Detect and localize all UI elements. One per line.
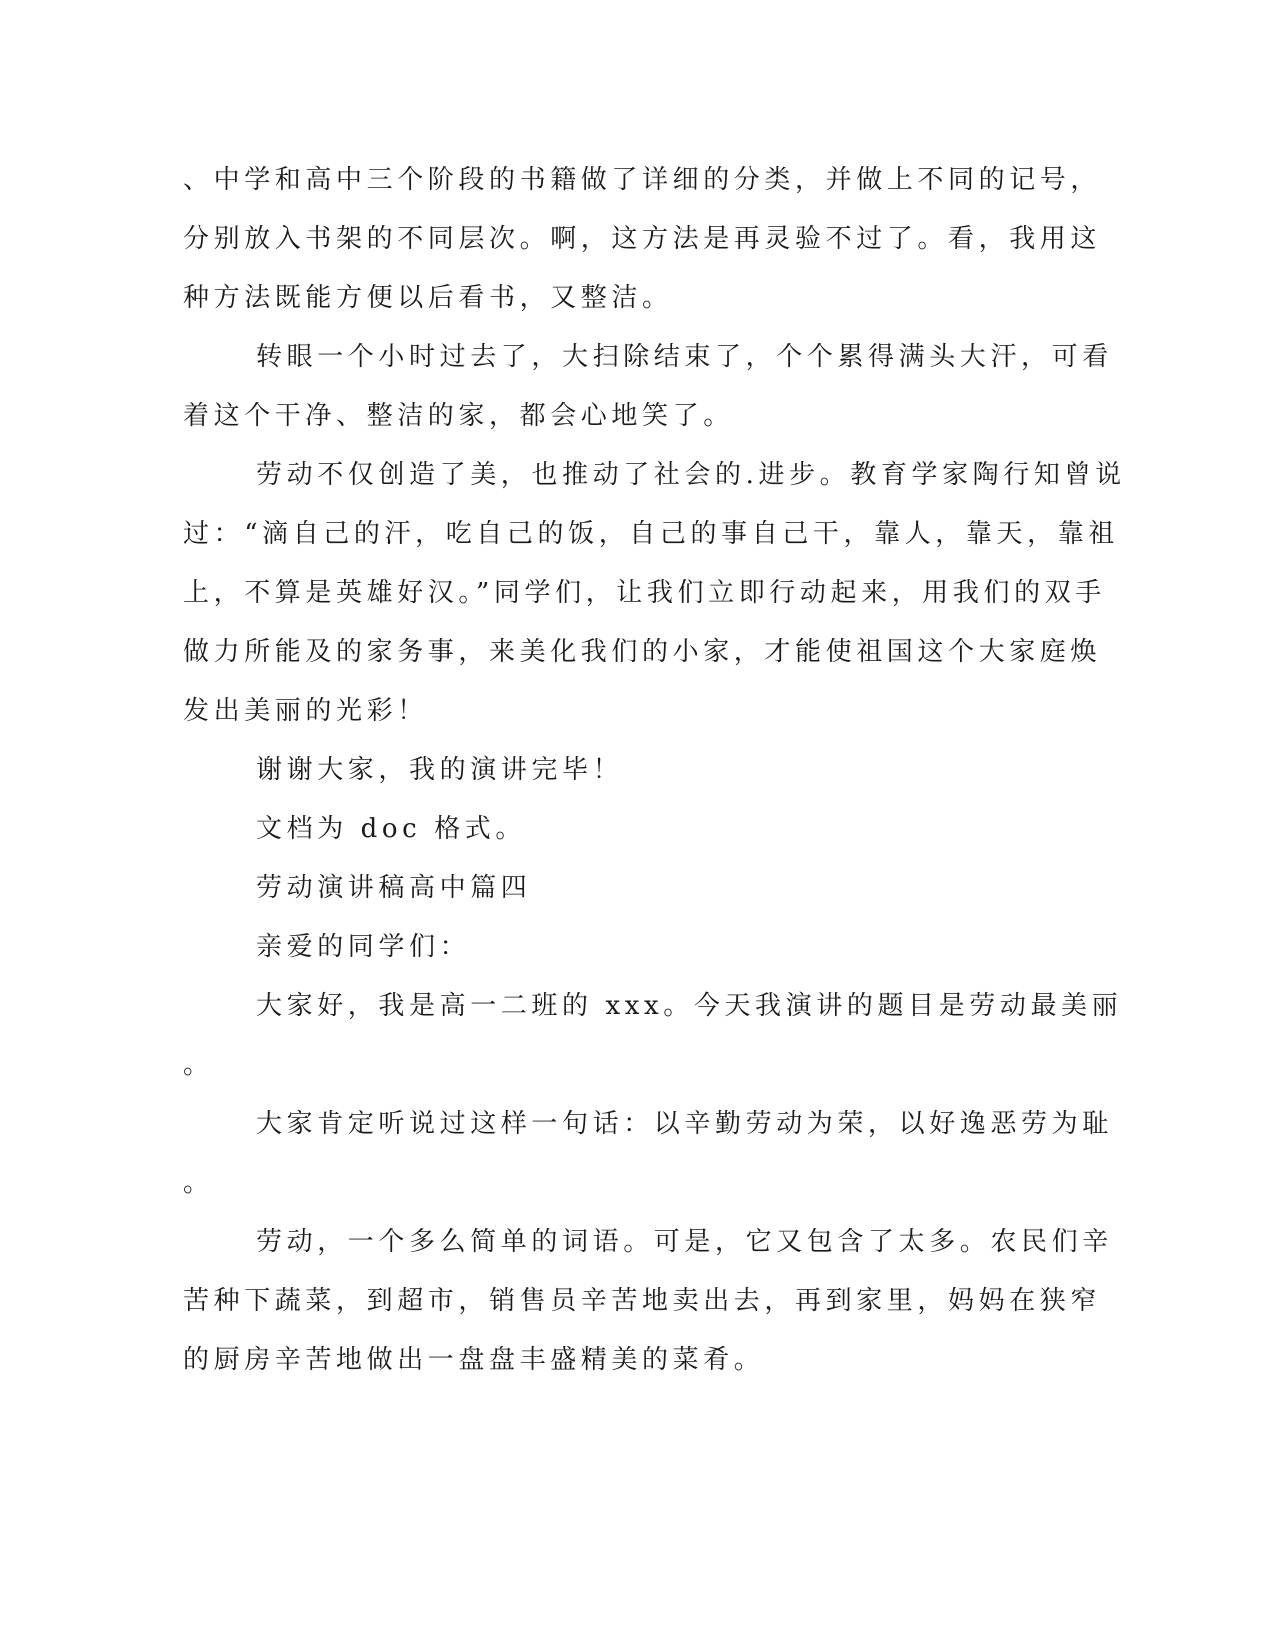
text-line: 。 (183, 1168, 214, 1198)
text-line: 文档为 doc 格式。 (256, 814, 526, 844)
text-line: 苦种下蔬菜，到超市，销售员辛苦地卖出去，再到家里，妈妈在狭窄 (183, 1286, 1102, 1316)
text-line: 劳动，一个多么简单的词语。可是，它又包含了太多。农民们辛 (256, 1227, 1113, 1257)
text-line: 劳动不仅创造了美，也推动了社会的.进步。教育学家陶行知曾说 (256, 460, 1126, 490)
section-heading: 劳动演讲稿高中篇四 (256, 873, 532, 903)
text-line: 大家好，我是高一二班的 xxx。今天我演讲的题目是劳动最美丽 (256, 991, 1123, 1021)
text-line: 亲爱的同学们： (256, 932, 471, 962)
text-line: 上，不算是英雄好汉。”同学们，让我们立即行动起来，用我们的双手 (183, 578, 1106, 608)
text-line: 大家肯定听说过这样一句话：以辛勤劳动为荣，以好逸恶劳为耻 (256, 1109, 1113, 1139)
text-line: 、中学和高中三个阶段的书籍做了详细的分类，并做上不同的记号， (183, 165, 1102, 195)
text-line: 过：“滴自己的汗，吃自己的饭，自己的事自己干，靠人，靠天，靠祖 (183, 519, 1119, 549)
text-line: 。 (183, 1050, 214, 1080)
text-line: 的厨房辛苦地做出一盘盘丰盛精美的菜肴。 (183, 1345, 765, 1375)
text-line: 分别放入书架的不同层次。啊，这方法是再灵验不过了。看，我用这 (183, 224, 1102, 254)
text-line: 转眼一个小时过去了，大扫除结束了，个个累得满头大汗，可看 (256, 342, 1113, 372)
text-line: 做力所能及的家务事，来美化我们的小家，才能使祖国这个大家庭焕 (183, 637, 1102, 667)
text-line: 着这个干净、整洁的家，都会心地笑了。 (183, 401, 734, 431)
text-line: 发出美丽的光彩！ (183, 696, 428, 726)
text-line: 谢谢大家，我的演讲完毕！ (256, 755, 624, 785)
text-line: 种方法既能方便以后看书，又整洁。 (183, 283, 673, 313)
